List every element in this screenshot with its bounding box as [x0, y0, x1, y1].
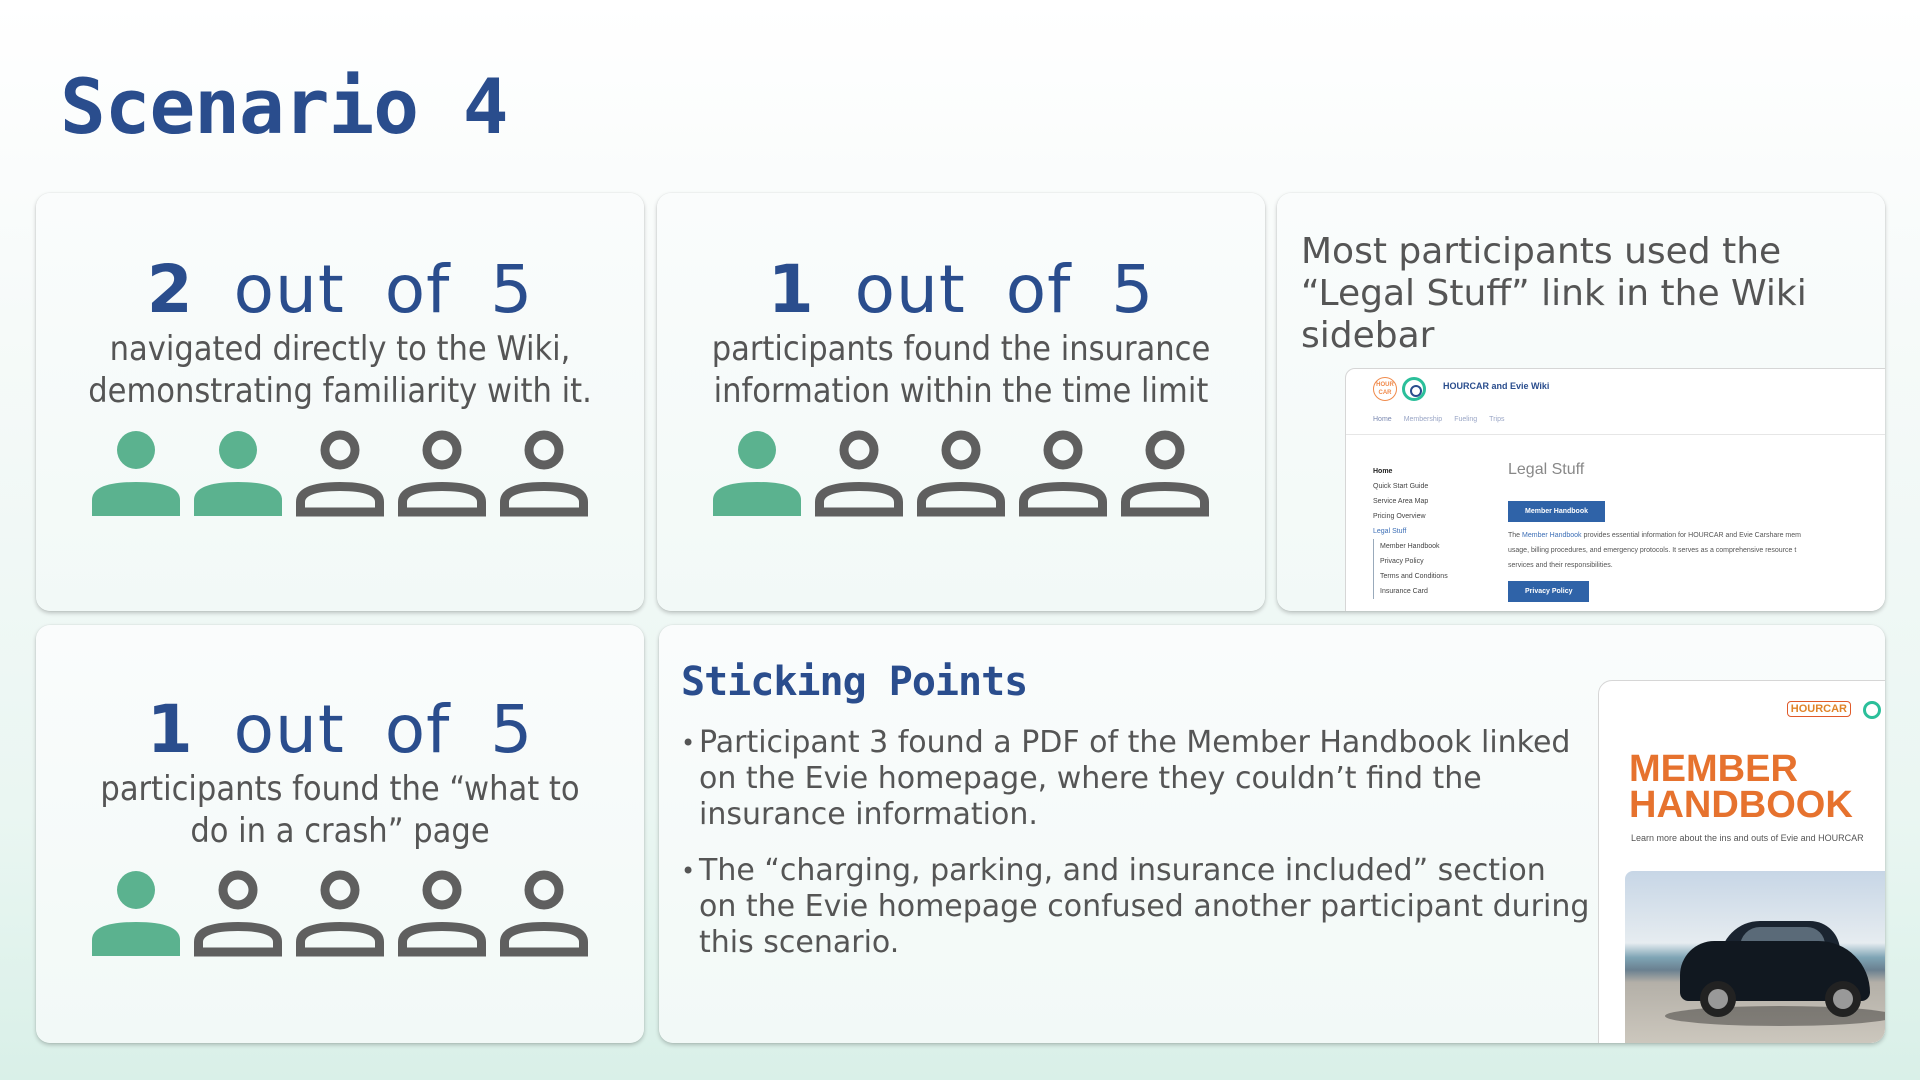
- person-outline-icon: [1018, 428, 1108, 522]
- person-outline-icon: [916, 428, 1006, 522]
- stat-card-wiki-navigation: [36, 193, 644, 611]
- wiki-paragraph: The Member Handbook provides essential information for HOURCAR and Evie Carshare mem usage, billing procedures, and emergency protocols. It serves as a comprehensive resource t services and their responsibilities.: [1508, 532, 1801, 569]
- wiki-member-handbook-button: Member Handbook: [1508, 501, 1605, 522]
- legal-stuff-card: [1277, 193, 1885, 611]
- wiki-privacy-policy-button: Privacy Policy: [1508, 581, 1589, 602]
- person-outline-icon: [499, 868, 589, 962]
- person-outline-icon: [1120, 428, 1210, 522]
- sticking-points-card: [659, 625, 1885, 1043]
- wiki-nav-trips: Trips: [1489, 416, 1505, 423]
- wiki-screenshot: [1345, 368, 1885, 611]
- wiki-nav-home: Home: [1373, 416, 1392, 423]
- stat-description: participants found the “what to do in a crash” page: [100, 769, 580, 851]
- sticking-points-list: [681, 725, 1591, 981]
- stat-headline: 1 out of 5: [146, 691, 534, 768]
- person-outline-icon: [397, 868, 487, 962]
- person-outline-icon: [193, 868, 283, 962]
- handbook-subtitle: Learn more about the ins and outs of Evie and HOURCAR: [1631, 833, 1864, 843]
- legal-stuff-finding: Most participants used the “Legal Stuff” link in the Wiki sidebar: [1301, 231, 1807, 356]
- sticking-points-title: Sticking Points: [681, 659, 1028, 705]
- steering-wheel-icon: [1863, 701, 1881, 719]
- wiki-site-title: HOURCAR and Evie Wiki: [1443, 381, 1550, 391]
- stat-card-crash-page: [36, 625, 644, 1043]
- hourcar-logo-icon: HOUR CAR: [1373, 377, 1397, 401]
- handbook-title: MEMBER HANDBOOK: [1629, 748, 1853, 826]
- stat-card-insurance-found: [657, 193, 1265, 611]
- stat-headline: 2 out of 5: [146, 251, 534, 328]
- sticking-point-item: • The “charging, parking, and insurance included” section on the Evie homepage confused another participant during this scenario.: [681, 853, 1591, 961]
- person-success-icon: [91, 868, 181, 962]
- participant-icons: [36, 868, 644, 962]
- person-outline-icon: [295, 868, 385, 962]
- steering-wheel-icon: [1402, 377, 1426, 401]
- wiki-nav-membership: Membership: [1403, 416, 1443, 423]
- stat-headline: 1 out of 5: [767, 251, 1155, 328]
- car-photo: [1625, 871, 1885, 1043]
- person-success-icon: [91, 428, 181, 522]
- wiki-sidebar: Home Quick Start Guide Service Area Map Pricing Overview Legal Stuff Member Handbook Privacy Policy Terms and Conditions Insurance Card: [1373, 464, 1448, 599]
- participant-icons: [36, 428, 644, 522]
- participant-icons: [657, 428, 1265, 522]
- stat-description: participants found the insurance information within the time limit: [711, 329, 1211, 411]
- person-outline-icon: [295, 428, 385, 522]
- person-outline-icon: [397, 428, 487, 522]
- person-outline-icon: [499, 428, 589, 522]
- wiki-sidebar-legal-stuff: Legal Stuff: [1373, 528, 1407, 535]
- person-success-icon: [712, 428, 802, 522]
- member-handbook-cover: [1598, 680, 1885, 1043]
- person-success-icon: [193, 428, 283, 522]
- wiki-page-heading: Legal Stuff: [1508, 461, 1585, 478]
- hourcar-logo-icon: HOURCAR: [1787, 701, 1851, 717]
- wiki-nav-fueling: Fueling: [1454, 416, 1478, 423]
- person-outline-icon: [814, 428, 904, 522]
- stat-description: navigated directly to the Wiki, demonstrating familiarity with it.: [88, 329, 592, 411]
- slide-title: Scenario 4: [60, 62, 508, 151]
- wiki-top-nav: [1373, 416, 1504, 423]
- sticking-point-item: • Participant 3 found a PDF of the Member Handbook linked on the Evie homepage, where they couldn’t find the insurance information.: [681, 725, 1591, 833]
